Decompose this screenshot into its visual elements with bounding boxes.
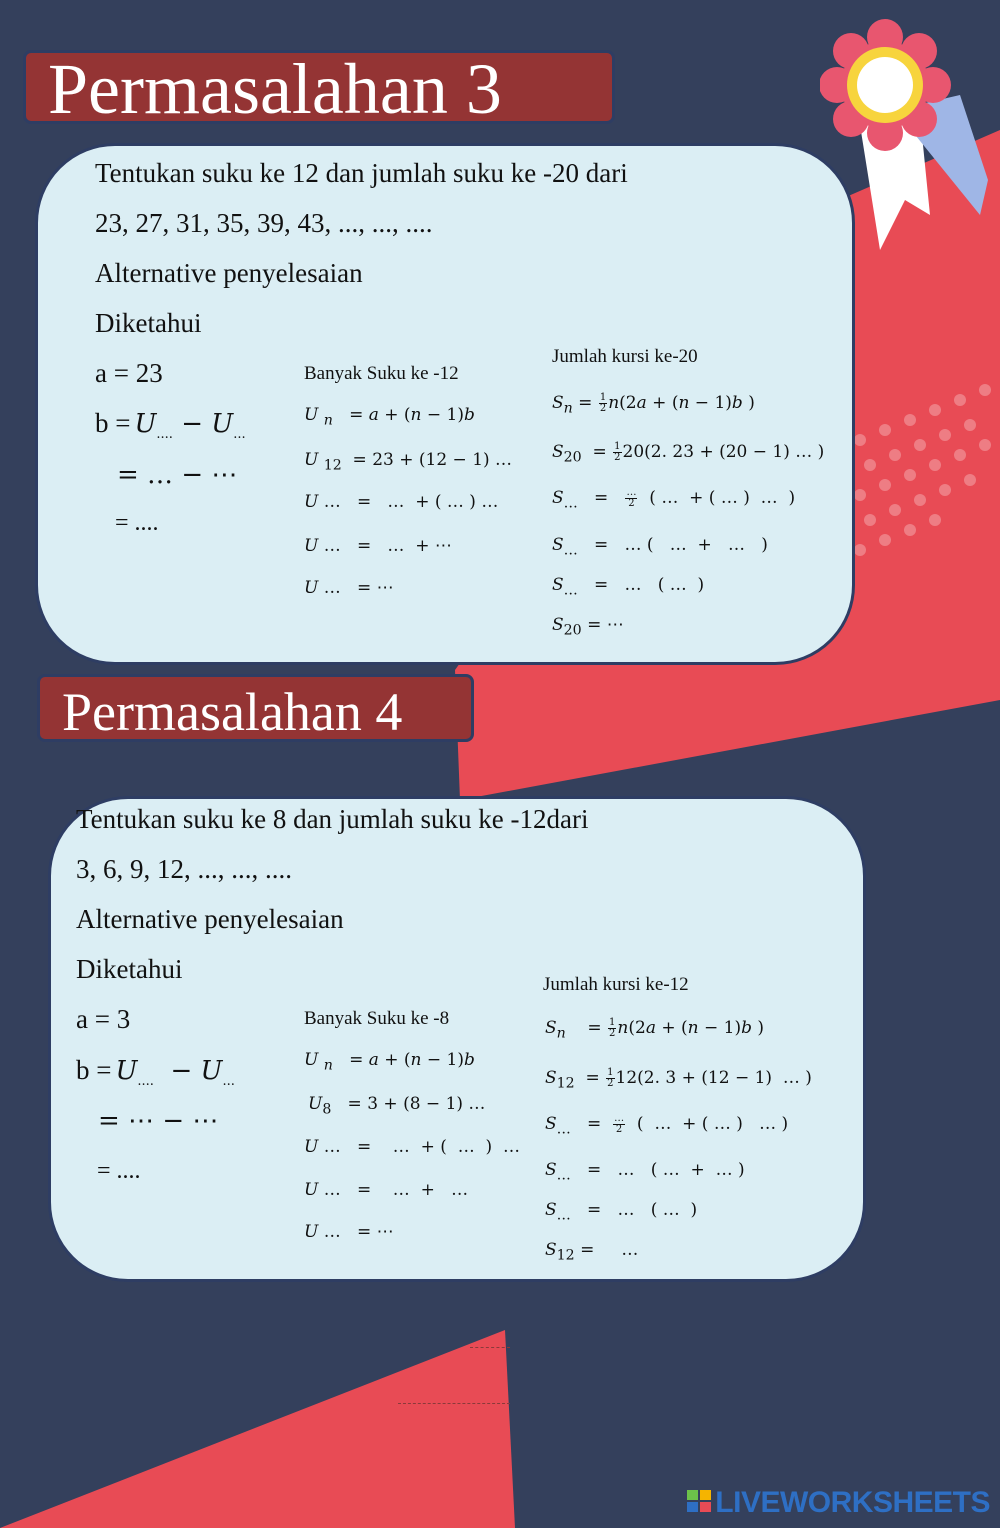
p4-b-res: = .... xyxy=(97,1158,141,1184)
p4-b xyxy=(76,1055,235,1089)
p3-title-bar xyxy=(23,49,615,129)
p4-mid-line3: U … = … + ( … ) … xyxy=(304,1137,520,1157)
p3-sequence: 23, 27, 31, 35, 39, 43, ..., ..., .... xyxy=(95,208,433,238)
p4-mid-line4: U … = … + … xyxy=(304,1180,469,1200)
p4-right-head: Jumlah kursi ke-12 xyxy=(543,974,689,995)
p3-question: Tentukan suku ke 12 dan jumlah suku ke -20 dari xyxy=(95,158,628,188)
p4-right-line6: $S_{12}$ = … xyxy=(545,1240,639,1264)
p4-mid-line5: U … = ⋯ xyxy=(304,1222,394,1242)
p4-mid-line1: U $_n$ = a + (n − 1)b xyxy=(304,1050,475,1074)
p3-b-res: = .... xyxy=(115,510,159,536)
p3-right-line6: $S_{20}$ = ⋯ xyxy=(552,615,624,639)
p4-known: Diketahui xyxy=(76,954,183,984)
p4-question: Tentukan suku ke 8 dan jumlah suku ke -12dari xyxy=(76,804,589,834)
p3-alt: Alternative penyelesaian xyxy=(95,258,363,288)
p3-right-line5: $S_\dots$ = … ( … ) xyxy=(552,575,705,599)
p4-title-bar xyxy=(37,674,474,742)
p3-right-head: Jumlah kursi ke-20 xyxy=(552,346,698,367)
p4-mid-line2: $U_8 = 3 + (8 - 1)$ … xyxy=(308,1094,486,1118)
p3-right-line4: $S_\dots$ = … ( … + … ) xyxy=(552,535,768,559)
p3-a: a = 23 xyxy=(95,358,163,388)
p3-mid-head: Banyak Suku ke -12 xyxy=(304,363,459,384)
p3-mid-line4: U … = … + ⋯ xyxy=(304,536,452,556)
p4-a: a = 3 xyxy=(76,1004,131,1034)
p3-b-eq: = … − ⋯ xyxy=(117,460,238,490)
red-triangle xyxy=(0,1330,515,1528)
p4-title: Permasalahan 4 xyxy=(62,682,403,742)
p4-right-line2: $S_{12}$ = $\frac{1}{2}$ 12(2. 3 + (12 − 1) … ) xyxy=(545,1067,812,1092)
p3-right-line3: $S_\dots$ = $\frac{\dots}{2}$ ( … + ( … ) … ) xyxy=(552,487,796,512)
p3-right-line2: $S_{20}$ = $\frac{1}{2}$ 20(2. 23 + (20 − 1) … ) xyxy=(552,441,825,466)
logo-grid-icon xyxy=(687,1490,713,1514)
p3-title: Permasalahan 3 xyxy=(48,49,502,129)
p4-b-label: b = xyxy=(76,1055,112,1085)
p4-sequence: 3, 6, 9, 12, ..., ..., .... xyxy=(76,854,292,884)
p3-mid-line1: U $_n$ = a + (n − 1)b xyxy=(304,405,475,429)
p3-mid-line5: U … = ⋯ xyxy=(304,578,394,598)
p4-alt: Alternative penyelesaian xyxy=(76,904,344,934)
p4-mid-head: Banyak Suku ke -8 xyxy=(304,1008,450,1029)
decor-dashes-1 xyxy=(470,1347,510,1348)
p3-mid-line2: U $_{12}$ = 23 + (12 − 1) … xyxy=(304,450,513,474)
p4-right-line3: $S_\dots$ = $\frac{\dots}{2}$ ( … + ( … ) … ) xyxy=(545,1113,789,1138)
p3-known: Diketahui xyxy=(95,308,202,338)
p4-right-line4: $S_\dots$ = … ( … + … ) xyxy=(545,1160,745,1184)
p3-b xyxy=(95,408,246,442)
logo-text: LIVEWORKSHEETS xyxy=(715,1486,990,1519)
liveworksheets-logo xyxy=(687,1486,990,1520)
p3-right-line1: $S_n$ = $\frac{1}{2}$ n(2a + (n − 1)b ) xyxy=(552,392,755,417)
p3-b-formula: $U_{....} - U_{...}$ xyxy=(134,409,246,443)
p4-b-formula: $U_{....} - U_{...}$ xyxy=(115,1056,235,1090)
p4-right-line5: $S_\dots$ = … ( … ) xyxy=(545,1200,698,1224)
p3-b-label: b = xyxy=(95,408,131,438)
p3-mid-line3: U … = … + ( … ) … xyxy=(304,492,499,512)
decor-dashes-2 xyxy=(398,1403,510,1404)
p4-right-line1: $S_n$ = $\frac{1}{2}$ n(2a + (n − 1)b ) xyxy=(545,1017,765,1042)
p4-b-eq: = ⋯ − ⋯ xyxy=(98,1106,219,1136)
